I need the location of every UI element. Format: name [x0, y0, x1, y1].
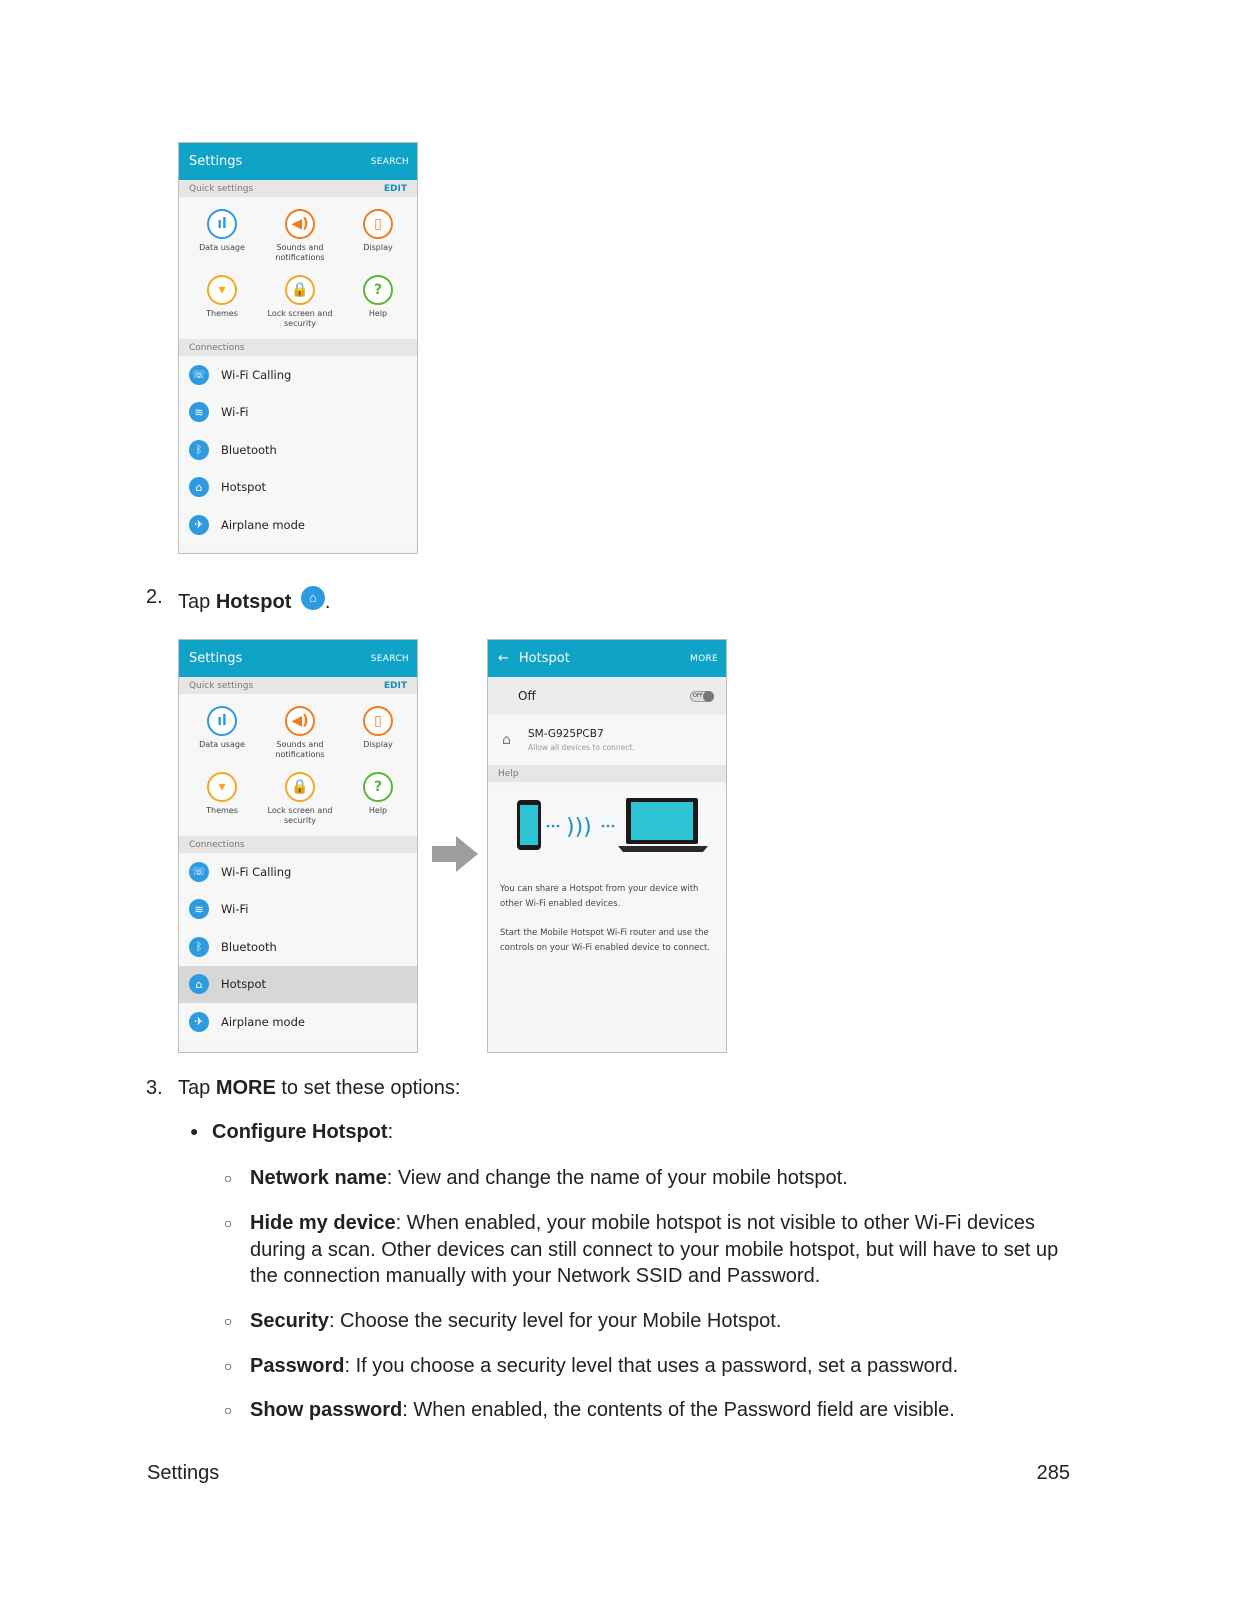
bullet-marker: ● [190, 1123, 199, 1139]
bullet-end: : [387, 1121, 394, 1143]
sub-item-text: : When enabled, your mobile hotspot is not visible to other Wi-Fi devices during a scan. Other devices can still connect to your mobile hotspot, but will have to set up the connection manually with your Network SSID and Password. [250, 1212, 1059, 1287]
step-number: 2. [146, 586, 163, 608]
connections-header [179, 836, 417, 853]
svg-text:))): ))) [566, 815, 592, 840]
quick-setting-item[interactable] [339, 772, 417, 832]
connection-label: Wi-Fi Calling [221, 367, 292, 382]
phone-share-icon: ⌂ [502, 732, 511, 748]
hotspot-screenshot [487, 639, 727, 1053]
step-number: 3. [146, 1077, 163, 1099]
hotspot-icon: ⌂ [189, 477, 209, 497]
sub-item-bold: Hide my device [250, 1212, 396, 1234]
footer-page-number: 285 [1036, 1462, 1070, 1484]
connection-label: Wi-Fi [221, 902, 249, 917]
hotspot-illustration-icon [500, 790, 714, 868]
sub-item-bold: Network name [250, 1167, 387, 1189]
quick-settings-header [179, 677, 417, 694]
help-header [488, 765, 726, 782]
step-bold: Hotspot [215, 591, 292, 613]
sub-marker: ○ [224, 1215, 233, 1231]
airplane-icon: ✈ [189, 515, 209, 535]
connection-item[interactable] [179, 966, 417, 1004]
quick-setting-label: Themes [206, 309, 238, 318]
connection-item[interactable] [179, 506, 417, 544]
sub-item-text: : When enabled, the contents of the Password field are visible. [402, 1399, 955, 1421]
quick-settings-header [179, 180, 417, 197]
quick-setting-label: Help [368, 309, 388, 318]
connection-item[interactable] [179, 469, 417, 507]
quick-setting-item[interactable] [339, 706, 417, 766]
help-icon: ? [363, 772, 393, 802]
connection-item[interactable] [179, 431, 417, 469]
quick-settings-label: Quick settings [189, 183, 254, 194]
connection-label: Bluetooth [221, 442, 277, 457]
hotspot-icon: ⌂ [301, 586, 325, 610]
more-button[interactable]: MORE [690, 653, 718, 664]
connection-item[interactable] [179, 394, 417, 432]
quick-setting-label: Data usage [199, 243, 245, 252]
quick-setting-item[interactable] [183, 706, 261, 766]
connection-label: Airplane mode [221, 517, 305, 532]
sub-item [224, 1165, 1084, 1192]
wifi-icon: ≋ [189, 402, 209, 422]
speaker-icon: ◀) [285, 209, 315, 239]
help-text-2: Start the Mobile Hotspot Wi-Fi router and use the controls on your Wi-Fi enabled device to connect. [500, 928, 711, 953]
wifi-icon: ≋ [189, 899, 209, 919]
device-name: SM-G925PCB7 [528, 728, 604, 740]
sub-marker: ○ [224, 1358, 233, 1374]
app-title: Settings [189, 651, 243, 666]
connection-label: Hotspot [221, 977, 267, 992]
lock-icon: 🔒 [285, 275, 315, 305]
wifi-calling-icon: ☏ [189, 862, 209, 882]
brush-icon: ▾ [207, 772, 237, 802]
toggle-text: OFF [693, 693, 703, 699]
hotspot-icon: ⌂ [189, 974, 209, 994]
airplane-icon: ✈ [189, 1012, 209, 1032]
connection-label: Wi-Fi [221, 405, 249, 420]
quick-setting-label: Help [368, 806, 388, 815]
connection-label: Bluetooth [221, 939, 277, 954]
display-icon: ▯ [363, 209, 393, 239]
sub-marker: ○ [224, 1402, 233, 1418]
sub-item [224, 1353, 1084, 1380]
sub-item-text: : Choose the security level for your Mobile Hotspot. [328, 1310, 782, 1332]
quick-setting-label: Themes [206, 806, 238, 815]
bar-chart-icon: ıl [207, 706, 237, 736]
sub-item [224, 1397, 1084, 1424]
quick-setting-label: Lock screen and security [267, 806, 333, 825]
quick-setting-item[interactable] [339, 209, 417, 269]
display-icon: ▯ [363, 706, 393, 736]
connection-label: Airplane mode [221, 1014, 305, 1029]
connection-item[interactable] [179, 356, 417, 394]
quick-setting-item[interactable] [339, 275, 417, 335]
help-icon: ? [363, 275, 393, 305]
sub-item-bold: Password [250, 1355, 345, 1377]
quick-settings-label: Quick settings [189, 680, 254, 691]
quick-setting-item[interactable] [183, 209, 261, 269]
sub-item-text: : View and change the name of your mobile hotspot. [386, 1167, 848, 1189]
connections-list [179, 853, 417, 1041]
step-text: Tap [178, 591, 216, 613]
bluetooth-icon: ᛒ [189, 937, 209, 957]
step-end: . [324, 591, 331, 613]
quick-setting-item[interactable] [261, 209, 339, 269]
device-subtitle: Allow all devices to connect. [528, 743, 635, 752]
settings-screenshot-1 [178, 142, 418, 554]
app-bar [179, 640, 417, 677]
quick-setting-item[interactable] [261, 772, 339, 832]
connections-label: Connections [189, 342, 245, 353]
edit-button[interactable]: EDIT [383, 183, 407, 194]
quick-setting-item[interactable] [261, 706, 339, 766]
arrow-right-icon [430, 833, 480, 875]
sub-item-bold: Show password [250, 1399, 403, 1421]
wifi-calling-icon: ☏ [189, 365, 209, 385]
sub-item-bold: Security [250, 1310, 329, 1332]
quick-setting-label: Display [363, 243, 393, 252]
search-button[interactable]: SEARCH [370, 156, 409, 167]
app-title: Settings [189, 154, 243, 169]
sub-item-text: : If you choose a security level that uses a password, set a password. [344, 1355, 959, 1377]
quick-setting-label: Lock screen and security [267, 309, 333, 328]
search-button[interactable]: SEARCH [370, 653, 409, 664]
edit-button[interactable]: EDIT [383, 680, 407, 691]
quick-setting-label: Data usage [199, 740, 245, 749]
hotspot-app-bar [488, 640, 726, 677]
bluetooth-icon: ᛒ [189, 440, 209, 460]
help-text-1: You can share a Hotspot from your device with other Wi-Fi enabled devices. [500, 884, 699, 909]
bullet-bold: Configure Hotspot [212, 1121, 388, 1143]
quick-setting-item[interactable] [183, 772, 261, 832]
step-end: to set these options: [275, 1077, 461, 1099]
app-bar [179, 143, 417, 180]
bullet-configure-hotspot [190, 1121, 393, 1144]
connection-label: Hotspot [221, 480, 267, 495]
help-label: Help [498, 768, 519, 779]
lock-icon: 🔒 [285, 772, 315, 802]
device-row[interactable] [488, 715, 726, 765]
connections-label: Connections [189, 839, 245, 850]
hotspot-title: Hotspot [518, 651, 570, 666]
connection-item[interactable] [179, 891, 417, 929]
quick-settings-grid [179, 197, 417, 339]
quick-setting-item[interactable] [261, 275, 339, 335]
sub-item [224, 1308, 1084, 1335]
quick-setting-label: Sounds and notifications [275, 243, 325, 262]
connections-list [179, 356, 417, 544]
quick-settings-grid [179, 694, 417, 836]
connection-item[interactable] [179, 928, 417, 966]
brush-icon: ▾ [207, 275, 237, 305]
settings-screenshot-2 [178, 639, 418, 1053]
speaker-icon: ◀) [285, 706, 315, 736]
connections-header [179, 339, 417, 356]
connection-label: Wi-Fi Calling [221, 864, 292, 879]
hotspot-status: Off [518, 689, 536, 703]
step-text: Tap [178, 1077, 216, 1099]
sub-marker: ○ [224, 1170, 233, 1186]
quick-setting-label: Display [363, 740, 393, 749]
sub-item [224, 1210, 1084, 1290]
back-arrow-icon[interactable]: ← [498, 651, 509, 666]
connection-item[interactable] [179, 853, 417, 891]
help-section [488, 790, 726, 956]
sub-marker: ○ [224, 1313, 233, 1329]
quick-setting-label: Sounds and notifications [275, 740, 325, 759]
quick-setting-item[interactable] [183, 275, 261, 335]
footer-section: Settings [147, 1462, 220, 1484]
bar-chart-icon: ıl [207, 209, 237, 239]
hotspot-switch-row[interactable] [488, 677, 726, 715]
connection-item[interactable] [179, 1003, 417, 1041]
step-bold: MORE [215, 1077, 276, 1099]
hotspot-toggle[interactable] [690, 691, 714, 702]
